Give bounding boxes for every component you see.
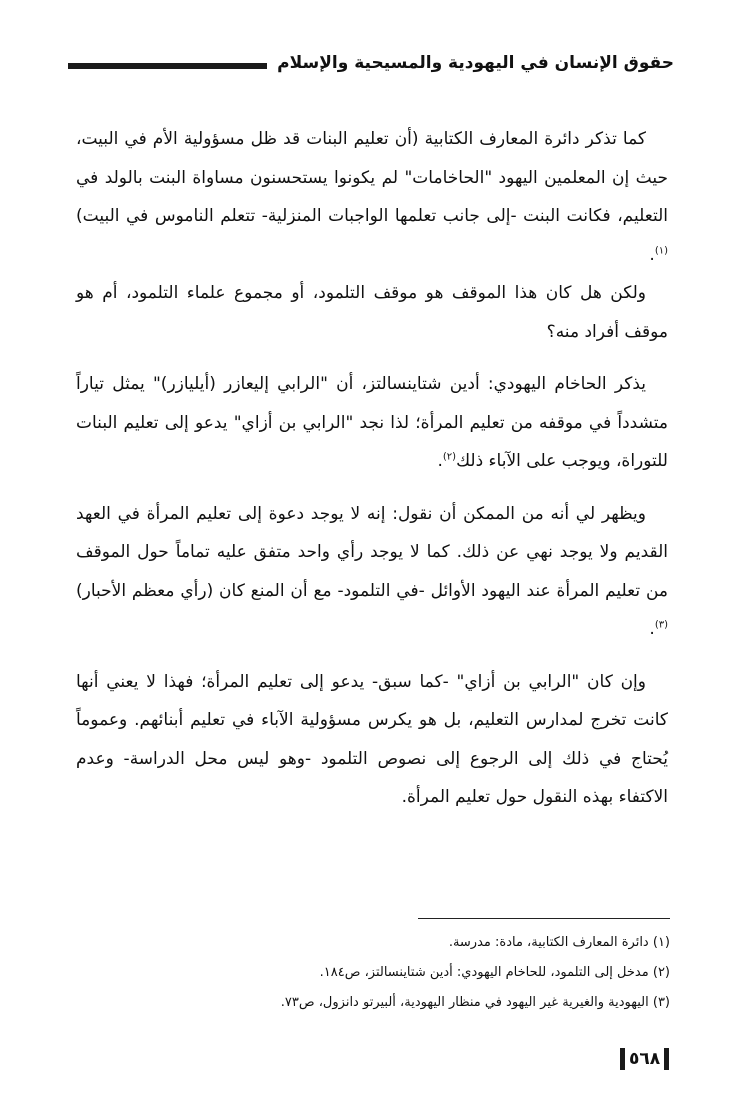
paragraph-3: يذكر الحاخام اليهودي: أدين شتاينسالتز، أن "الرابي إليعازر (أيليازر)" يمثل تياراً متشدداً في موقفه من تعليم المرأة؛ لذا نجد "الرابي بن أزاي" يدعو إلى تعليم البنات للتوراة، ويوجب على الآباء ذلك$^{(٢)}$.	[76, 374, 668, 471]
page-number: ٥٦٨	[629, 1049, 661, 1069]
footnote-2: (٢) مدخل إلى التلمود، للحاخام اليهودي: أدين شتاينسالتز، ص١٨٤.	[319, 965, 670, 980]
page-number-box	[620, 1046, 669, 1072]
footnote-3: (٣) اليهودية والغيرية غير اليهود في منظار اليهودية، ألبيرتو دانزول، ص٧٣.	[280, 995, 670, 1010]
footnote-ref-1: (١)	[654, 244, 668, 256]
footnote-separator	[418, 918, 670, 919]
footnote-1: (١) دائرة المعارف الكتابية، مادة: مدرسة.	[448, 935, 670, 950]
paragraph-5: وإن كان "الرابي بن أزاي" -كما سبق- يدعو إلى تعليم المرأة؛ فهذا لا يعني أنها كانت تخرج لمدارس التعليم، بل هو يكرس مسؤولية الآباء في تعليم أبنائهم. وعموماً يُحتاج في ذلك إلى الرجوع إلى نصوص التلمود -وهو ليس محل الدراسة- وعدم الاكتفاء بهذه النقول حول تعليم المرأة.	[76, 671, 668, 807]
paragraph-4: ويظهر لي أنه من الممكن أن نقول: إنه لا يوجد دعوة إلى تعليم المرأة في العهد القديم ولا يوجد نهي عن ذلك. كما لا يوجد رأي واحد متفق عليه تماماً حول الموقف من تعليم المرأة عند اليهود الأوائل -في التلمود- مع أن المنع كان (رأي معظم الأحبار)$^{(٣)}$.	[76, 503, 668, 639]
footnotes	[200, 928, 670, 1018]
footnote-ref-2: (٢)	[442, 451, 457, 463]
paragraph-2: ولكن هل كان هذا الموقف هو موقف التلمود، أو مجموع علماء التلمود، أم هو موقف أفراد منه؟	[76, 283, 668, 342]
footnote-ref-3: (٣)	[654, 619, 668, 631]
header-rule	[68, 63, 267, 69]
main-text	[76, 120, 668, 831]
running-header	[68, 50, 674, 76]
paragraph-1: كما تذكر دائرة المعارف الكتابية (أن تعليم البنات قد ظل مسؤولية الأم في البيت، حيث إن المعلمين اليهود "الحاخامات" لم يكونوا يستحسنون مساواة البنت بالولد في التعليم، فكانت البنت -إلى جانب تعلمها الواجبات المنزلية- تتعلم الناموس في البيت)$^{(١)}$.	[76, 129, 668, 265]
running-header-title: حقوق الإنسان في اليهودية والمسيحية والإسلام	[277, 53, 674, 73]
folio-bar-right	[664, 1048, 669, 1070]
